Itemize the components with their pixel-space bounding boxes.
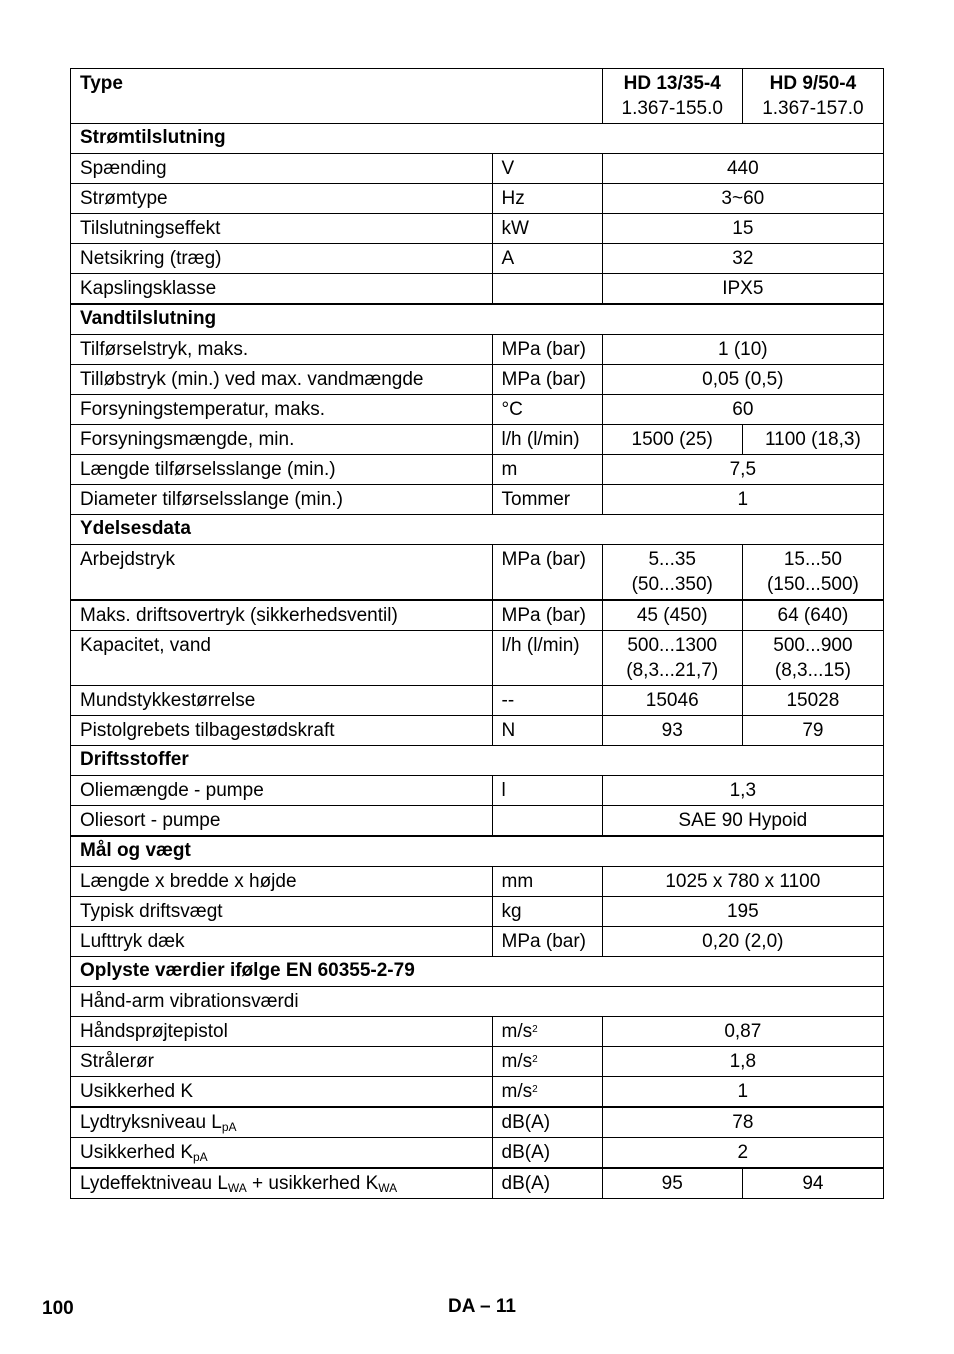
table-row: Forsyningstemperatur, maks. °C 60 xyxy=(71,395,884,425)
model1-header: HD 13/35-4 1.367-155.0 xyxy=(602,69,742,124)
section-performance: Ydelsesdata xyxy=(71,515,884,545)
table-row: Kapacitet, vand l/h (l/min) 500...1300 (8,3...21,7) 500...900 (8,3...15) xyxy=(71,631,884,686)
table-row: Mundstykkestørrelse -- 15046 15028 xyxy=(71,686,884,716)
table-row: Strømtype Hz 3~60 xyxy=(71,184,884,214)
section-dimensions: Mål og vægt xyxy=(71,836,884,867)
table-row: Tilslutningseffekt kW 15 xyxy=(71,214,884,244)
table-row: Strålerør $m/s^2$ 1,8 xyxy=(71,1047,884,1077)
table-row: Forsyningsmængde, min. l/h (l/min) 1500 (25) 1100 (18,3) xyxy=(71,425,884,455)
type-label: Type xyxy=(71,69,603,124)
section-page-label: DA – 11 xyxy=(448,1296,516,1317)
table-row: Maks. driftsovertryk (sikkerhedsventil) MPa (bar) 45 (450) 64 (640) xyxy=(71,600,884,631)
table-row: Typisk driftsvægt kg 195 xyxy=(71,897,884,927)
table-row: Oliemængde - pumpe l 1,3 xyxy=(71,776,884,806)
table-row: Oliesort - pumpe SAE 90 Hypoid xyxy=(71,806,884,837)
header-row xyxy=(71,69,884,124)
table-row: Spænding V 440 xyxy=(71,154,884,184)
table-row: Tilløbstryk (min.) ved max. vandmængde MPa (bar) 0,05 (0,5) xyxy=(71,365,884,395)
table-row: Usikkerhed K $m/s^2$ 1 xyxy=(71,1077,884,1108)
section-water: Vandtilslutning xyxy=(71,304,884,335)
section-fuels: Driftsstoffer xyxy=(71,746,884,776)
table-row: Lydeffektniveau $L_{WA}$ + usikkerhed $K_{WA}$ dB(A) 95 94 xyxy=(71,1168,884,1199)
table-row: Tilførselstryk, maks. MPa (bar) 1 (10) xyxy=(71,335,884,365)
table-row: Længde x bredde x højde mm 1025 x 780 x 1100 xyxy=(71,867,884,897)
table-row: Netsikring (træg) A 32 xyxy=(71,244,884,274)
vibration-heading: Hånd-arm vibrationsværdi xyxy=(71,987,884,1017)
table-row: Lydtryksniveau $L_{pA}$ dB(A) 78 xyxy=(71,1107,884,1138)
section-power: Strømtilslutning xyxy=(71,124,884,154)
table-row: Kapslingsklasse IPX5 xyxy=(71,274,884,305)
technical-data-table xyxy=(70,68,884,1199)
table-row: Længde tilførselsslange (min.) m 7,5 xyxy=(71,455,884,485)
table-row: Håndsprøjtepistol $m/s^2$ 0,87 xyxy=(71,1017,884,1047)
section-declared-values: Oplyste værdier ifølge EN 60355-2-79 xyxy=(71,957,884,987)
table-row: Arbejdstryk MPa (bar) 5...35 (50...350) 15...50 (150...500) xyxy=(71,545,884,601)
table-row: Diameter tilførselsslange (min.) Tommer 1 xyxy=(71,485,884,515)
table-row: Pistolgrebets tilbagestødskraft N 93 79 xyxy=(71,716,884,746)
model2-header: HD 9/50-4 1.367-157.0 xyxy=(742,69,883,124)
table-row: Lufttryk dæk MPa (bar) 0,20 (2,0) xyxy=(71,927,884,957)
page-number: 100 xyxy=(42,1298,74,1319)
table-row: Usikkerhed $K_{pA}$ dB(A) 2 xyxy=(71,1138,884,1169)
